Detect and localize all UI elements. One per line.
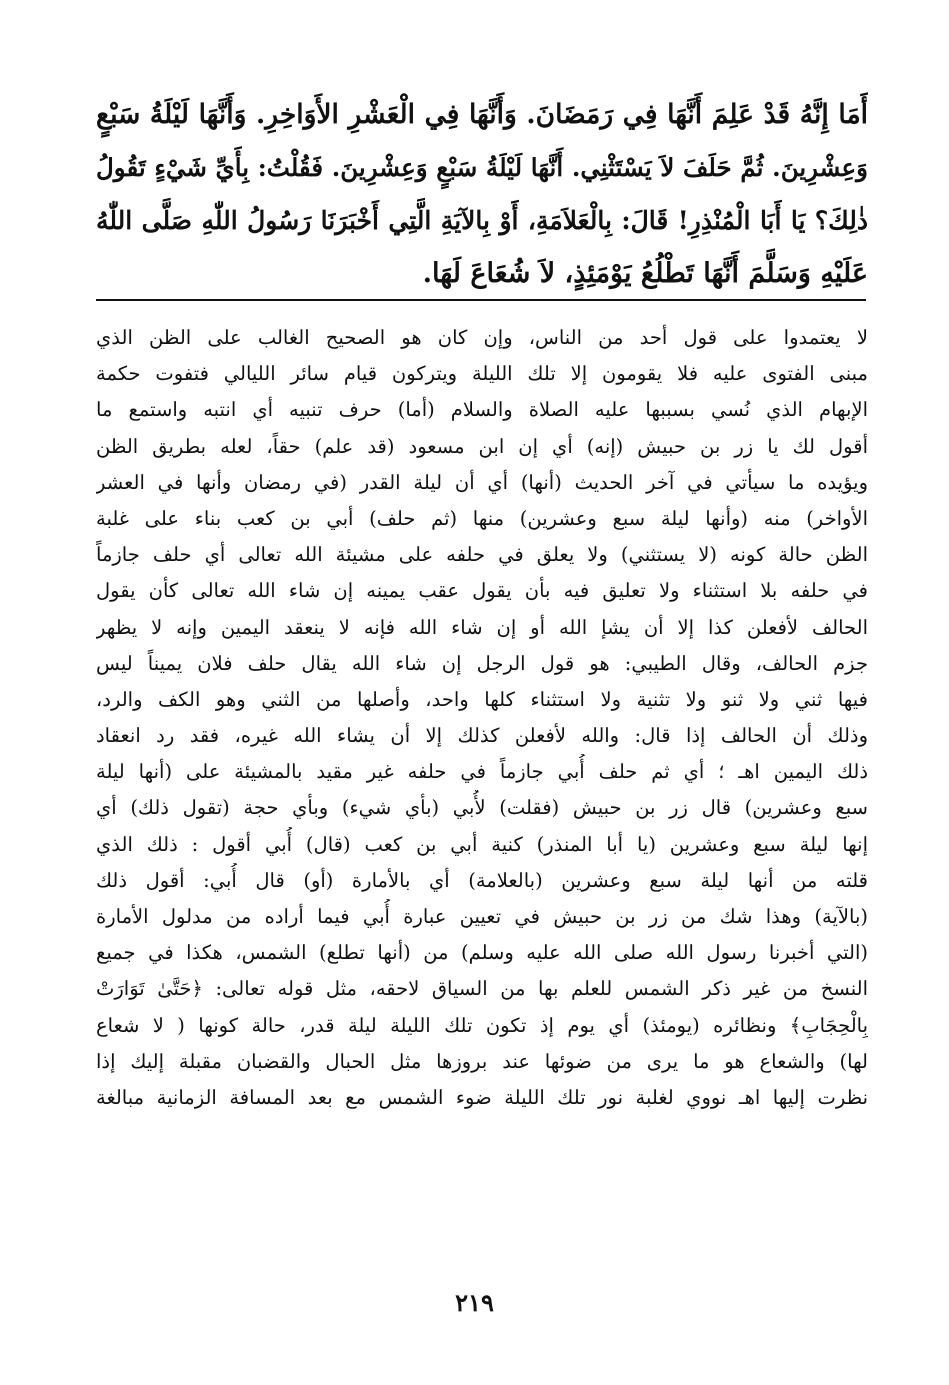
commentary-line: في حلفه بلا استثناء ولا تعليق فيه بأن يقول عقب يمينه إن شاء الله تعالى كأن يقول	[96, 579, 868, 603]
commentary-line: قلته من أنها ليلة سبع وعشرين (بالعلامة) أي بالأمارة (أو) قال أُبي: أقول ذلك	[96, 868, 868, 892]
commentary-line: الظن حالة كونه (لا يستثني) ولا يعلق في حلفه على مشيئة الله تعالى أي حلف جازماً	[96, 543, 868, 567]
commentary-line: جزم الحالف، وقال الطيبي: هو قول الرجل إن شاء الله يقال حلف فلان يميناً ليس	[96, 651, 868, 675]
commentary-line: (التي أخبرنا رسول الله صلى الله عليه وسلم) من (أنها تطلع) الشمس، هكذا في جميع	[96, 941, 868, 965]
commentary-line: ويؤيده ما سيأتي في آخر الحديث (أنها) أي أن ليلة القدر (في رمضان وأنها في العشر	[96, 470, 868, 494]
hadith-line: وَعِشْرِينَ. ثُمَّ حَلَفَ لاَ يَسْتَثْنِي. أَنَّهَا لَيْلَةُ سَبْعٍ وَعِشْرِينَ. فَقُلْتُ: بِأَيِّ شَيْءٍ تَقُولُ	[96, 153, 868, 182]
commentary-line: سبع وعشرين) قال زر بن حبيش (فقلت) لأُبي (بأي شيء) وبأي حجة (تقول ذلك) أي	[96, 796, 868, 820]
hadith-line: عَلَيْهِ وَسَلَّمَ أَنَّهَا تَطْلُعُ يَوْمَئِذٍ، لاَ شُعَاعَ لَهَا.	[422, 258, 868, 289]
commentary-line: الحالف لأفعلن كذا إلا أن يشإ الله أو إن شاء الله فإنه لا ينعقد اليمين وإنه لا يظهر	[96, 615, 868, 639]
footnote-divider	[96, 299, 866, 301]
commentary-line: الأواخر) منه (وأنها ليلة سبع وعشرين) منها (ثم حلف) أبي بن كعب بناء على غلبة	[96, 506, 868, 530]
page-number: ٢١٩	[455, 1288, 494, 1317]
commentary-line: ذلك اليمين اهـ ؛ أي ثم حلف أُبي جازماً في حلفه غير مقيد بالمشيئة على (أنها ليلة	[96, 760, 868, 784]
commentary-line: نظرت إليها اهـ نووي لغلبة نور تلك الليلة ضوء الشمس مع بعد المسافة الزمانية مبالغة	[96, 1085, 868, 1109]
commentary-text	[96, 320, 868, 1116]
hadith-line: أَمَا إِنَّهُ قَدْ عَلِمَ أَنَّهَا فِي رَمَضَانَ. وَأَنَّهَا فِي الْعَشْرِ الأَوَاخِرِ. وَأَنَّهَا لَيْلَةُ سَبْعٍ	[96, 99, 868, 130]
commentary-line: فيها ثني ولا ثنو ولا تثنية ولا استثناء كلها واحد، وأصلها من الثني وهو الكف والرد،	[96, 687, 868, 711]
commentary-line: النسخ من غير ذكر الشمس للعلم بها من السياق لاحقه، مثل قوله تعالى: ﴿حَتَّىٰ تَوَارَتْ	[96, 977, 868, 1001]
commentary-line: بِالْحِجَابِ﴾ ونظائره (يومئذ) أي يوم إذ تكون تلك الليلة ليلة قدر، حالة كونها ( لا شعاع	[96, 1013, 868, 1037]
commentary-line: لها) والشعاع هو ما يرى من ضوئها عند بروزها مثل الحبال والقضبان مقبلة إليك إذا	[96, 1049, 868, 1073]
commentary-line: مبنى الفتوى عليه فلا يقومون إلا تلك الليلة ويتركون قيام سائر الليالي فتفوت حكمة	[96, 362, 868, 386]
hadith-line: ذٰلِكَ؟ يَا أَبَا الْمُنْذِرِ! قَالَ: بِالْعَلاَمَةِ، أَوْ بِالآيَةِ الَّتِي أَخْبَرَنَا رَسُولُ اللّٰهِ صَلَّى اللّٰهُ	[96, 206, 868, 235]
commentary-line: (بالآية) وهذا شك من زر بن حبيش في تعيين عبارة أُبي فيما أراده من مدلول الأمارة	[96, 905, 868, 928]
commentary-line: إنها ليلة سبع وعشرين (يا أبا المنذر) كنية أبي بن كعب (قال) أُبي أقول : ذلك الذي	[96, 832, 868, 856]
hadith-text	[96, 88, 868, 300]
commentary-line: وذلك أن الحالف إذا قال: والله لأفعلن كذلك إلا أن يشاء الله غيره، فقد رد انعقاد	[96, 724, 868, 748]
commentary-line: أقول لك يا زر بن حبيش (إنه) أي إن ابن مسعود (قد علم) حقاً، لعله بطريق الظن	[96, 434, 868, 458]
commentary-line: لا يعتمدوا على قول أحد من الناس، وإن كان هو الصحيح الغالب على الظن الذي	[96, 326, 868, 349]
commentary-line: الإبهام الذي نُسي بسببها عليه الصلاة والسلام (أما) حرف تنبيه أي انتبه واستمع ما	[96, 398, 868, 422]
